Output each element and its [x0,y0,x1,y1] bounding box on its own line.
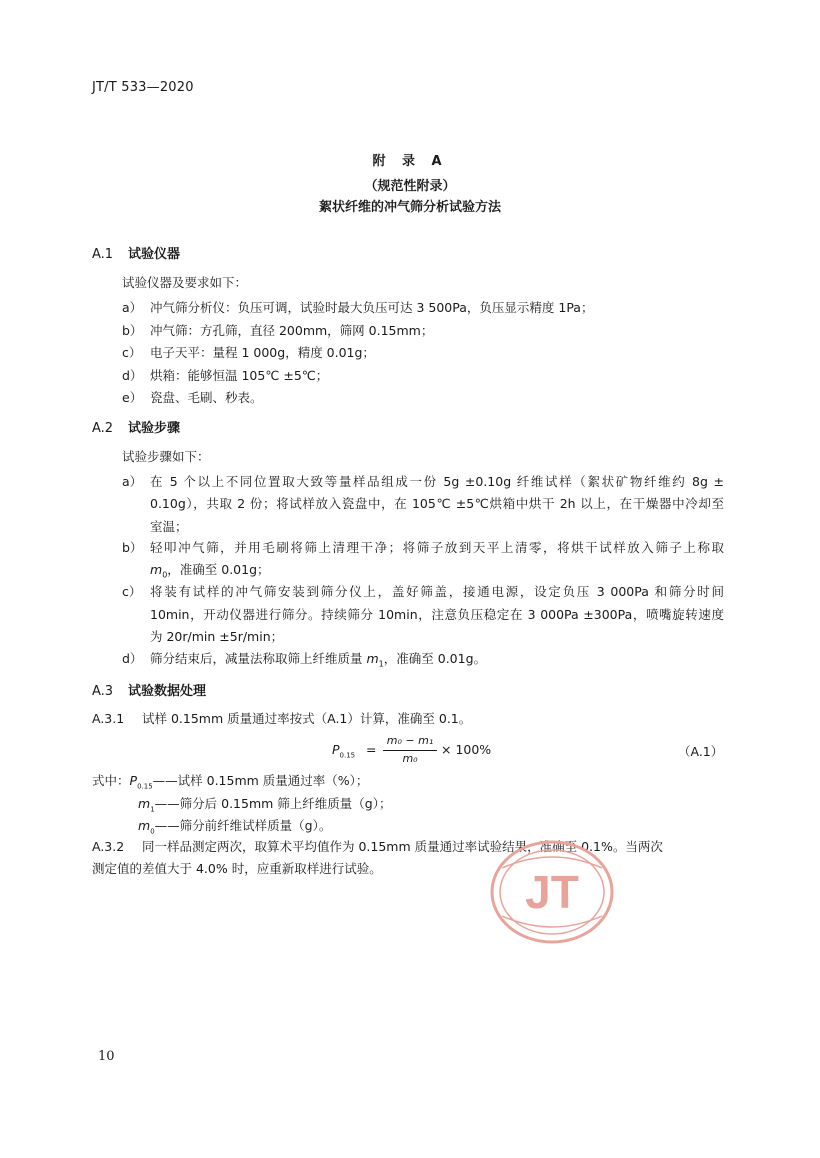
list-item: 瓷盘、毛刷、秒表。 [150,390,263,405]
list-label: c） [122,584,142,599]
step-b-text-2: ，准确至 0.01g； [167,562,270,577]
variable: P [129,773,138,788]
section-number: A.2 [92,421,114,436]
section-title: 试验数据处理 [128,684,207,699]
list-label: b） [122,323,143,338]
where-desc: ——试样 0.15mm 质量通过率（%）； [152,773,369,788]
section-number: A.3 [92,684,114,699]
formula-equals: = [366,742,377,757]
step-a-text-1: 在 5 个以上不同位置取大致等量样品组成一份 5g ±0.10g 纤维试样（絮状矿物纤维约 8g ± [150,474,724,489]
subscript: 1 [150,805,155,814]
list-label: c） [122,345,142,360]
subscript: 0.15 [339,751,356,760]
step-d-line [150,649,486,669]
list-label: d） [122,368,143,383]
formula-numerator: m₀ − m₁ [386,734,434,747]
list-item: 电子天平：量程 1 000g，精度 0.01g； [150,345,375,360]
step-c-text-1: 将装有试样的冲气筛安装到筛分仪上，盖好筛盖，接通电源，设定负压 3 000Pa 和筛分时间 [150,584,724,599]
a1-intro: 试验仪器及要求如下： [122,275,248,290]
step-a-line-2 [150,494,724,512]
step-c-line-1 [150,582,724,600]
where-desc: ——筛分后 0.15mm 筛上纤维质量（g）； [154,796,392,811]
normative-note: （规范性附录） [364,179,456,194]
clause-number: A.3.2 [92,839,125,854]
section-a3-heading [92,680,206,699]
section-title: 试验步骤 [128,421,181,436]
where-prefix: 式中： [92,773,130,788]
a2-intro: 试验步骤如下： [122,449,210,464]
clause-number: A.3.1 [92,711,125,726]
variable: m [138,796,151,811]
step-d-text: 筛分结束后，减量法称取筛上纤维质量 [150,651,367,666]
clause-text: 同一样品测定两次，取算术平均值作为 0.15mm 质量通过率试验结果，准确至 0.1%。当两次 [142,839,663,854]
step-b-line-2 [150,560,270,580]
subscript: 0.15 [137,782,153,791]
step-c-line-2 [150,605,724,623]
list-item: 冲气筛分析仪：负压可调，试验时最大负压可达 3 500Pa，负压显示精度 1Pa； [150,300,594,315]
list-label: e） [122,390,143,405]
variable: m [366,651,379,666]
step-a-line-1 [150,472,724,490]
section-number: A.1 [92,247,114,262]
jt-watermark-logo [488,838,616,946]
where-line-1 [92,773,368,795]
subscript: 0 [162,570,168,580]
list-label: a） [122,474,143,489]
formula-denominator: m₀ [402,752,418,765]
step-a-line-3: 室温； [150,519,188,534]
section-title: 试验仪器 [128,247,181,262]
step-b-line-1 [150,538,724,556]
formula-lhs [332,742,355,760]
formula-number: （A.1） [678,744,724,759]
step-d-text-end: ，准确至 0.01g。 [383,651,487,666]
where-line-2 [138,796,391,818]
variable: P [332,742,340,757]
list-item: 冲气筛：方孔筛，直径 200mm，筛网 0.15mm； [150,323,434,338]
variable: m [150,562,163,577]
fraction-line [383,750,437,751]
method-title: 絮状纤维的冲气筛分析试验方法 [318,200,501,215]
watermark-text: JT [525,866,579,918]
page-number: 10 [98,1049,115,1064]
appendix-title: 附 录 A [372,154,448,169]
subscript: 0 [150,827,155,836]
document-code: JT/T 533—2020 [92,80,194,95]
section-a2-heading [92,417,180,436]
clause-text: 试样 0.15mm 质量通过率按式（A.1）计算，准确至 0.1。 [142,711,472,726]
formula-tail: × 100% [441,742,492,757]
step-b-text-1: 轻叩冲气筛，并用毛刷将筛上清理干净；将筛子放到天平上清零，将烘干试样放入筛子上称取 [150,540,724,555]
subscript: 1 [378,659,384,669]
step-c-text-2: 10min，开动仪器进行筛分。持续筛分 10min，注意负压稳定在 3 000Pa ±300Pa，喷嘴旋转速度 [150,607,724,622]
list-item: 烘箱：能够恒温 105℃ ±5℃； [150,368,329,383]
list-label: b） [122,540,143,555]
where-desc: ——筛分前纤维试样质量（g）。 [154,818,332,833]
where-line-3 [138,818,331,840]
variable: m [138,818,151,833]
list-label: a） [122,300,143,315]
step-c-line-3: 为 20r/min ±5r/min； [150,629,284,644]
section-a1-heading [92,243,180,262]
clause-a31 [92,711,471,727]
clause-a32-line-2: 测定值的差值大于 4.0% 时，应重新取样进行试验。 [92,861,382,876]
list-label: d） [122,651,143,666]
step-a-text-2: 0.10g），共取 2 份；将试样放入瓷盘中，在 105℃ ±5℃烘箱中烘干 2h 以上，在干燥器中冷却至 [150,496,724,511]
